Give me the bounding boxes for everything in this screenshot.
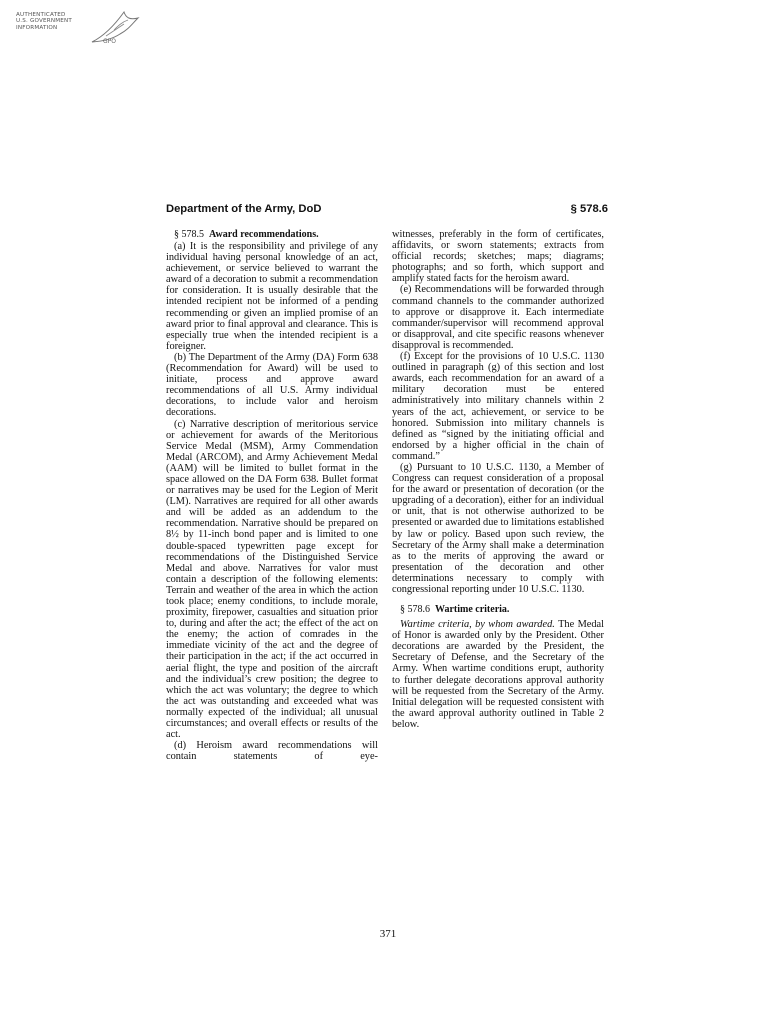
paragraph-b: (b) The Department of the Army (DA) Form 638 (Recommendation for Award) will be used to initiate, process and approve award recommendations of all U.S. Army individual decorations, to include valor and heroism decorations. xyxy=(166,351,378,419)
section-symbol: § 578.5 xyxy=(174,229,204,240)
section-title: Award recommendations. xyxy=(209,229,319,240)
page-number: 371 xyxy=(379,928,397,940)
right-column xyxy=(392,229,604,730)
gpo-stamp-line: U.S. GOVERNMENT xyxy=(16,18,73,25)
gpo-stamp-line: INFORMATION xyxy=(16,24,58,31)
gpo-authentication-stamp xyxy=(8,4,148,64)
paragraph-f: (f) Except for the provisions of 10 U.S.C. 1130 outlined in paragraph (g) of this section and lost awards, each recommendation for an award of a military decoration must be entered administratively into military channels within 2 years of the act, achievement, or service to be honored. Submission into military channels is defined as “signed by the initiating official and endorsed by a higher official in the chain of command.” xyxy=(392,351,604,462)
paragraph-a: (a) It is the responsibility and privilege of any individual having personal knowledge of an act, achievement, or service believed to warrant the award of a decoration to submit a recommendation for consideration. It is usually desirable that the intended recipient not be informed of a pending recommending or given an implied promise of an award prior to final approval and clearance. This is especially true when the intended recipient is a foreigner. xyxy=(166,241,378,352)
gpo-mark: GPO xyxy=(103,38,116,45)
paragraph-d-continued: witnesses, preferably in the form of certificates, affidavits, or sworn statements; extracts from official records; sketches; maps; diagrams; photographs; and so forth, which support and amplify stated facts for the heroism award. xyxy=(392,229,604,285)
section-heading-578-6 xyxy=(392,604,604,616)
gpo-stamp-text xyxy=(16,12,72,31)
section-heading-578-5 xyxy=(166,229,378,241)
running-head xyxy=(166,203,608,219)
paragraph-g: (g) Pursuant to 10 U.S.C. 1130, a Member of Congress can request consideration of a proposal for the award or presentation of decoration (or the upgrading of a decoration), either for an individual or unit, that is not otherwise authorized to be presented or awarded due to limitations established by law or policy. Based upon such review, the Secretary of the Army shall make a determination as to the merits of approving the award or presentation of the decoration and other determinations necessary to comply with congressional reporting under 10 U.S.C. 1130. xyxy=(392,461,604,595)
left-column xyxy=(166,229,378,762)
running-head-agency: Department of the Army, DoD xyxy=(166,203,322,215)
paragraph-lead-italic: Wartime criteria, by whom awarded. xyxy=(400,619,555,631)
gpo-stamp-line: AUTHENTICATED xyxy=(16,12,66,18)
paragraph-wartime-criteria xyxy=(392,619,604,730)
paragraph-d: (d) Heroism award recommendations will contain statements of eye- xyxy=(166,740,378,763)
paragraph-e: (e) Recommendations will be forwarded through command channels to the commander authorized to approve or disapprove it. Each intermediate commander/supervisor will recommend approval or disapproval, and cite specific reasons whenever disapproval is recommended. xyxy=(392,284,604,351)
paragraph-body: The Medal of Honor is awarded only by the President. Other decorations are awarded by the President, the Secretary of Defense, and the Secretary of the Army. When wartime conditions erupt, authority to further delegate decorations approval authority will be requested from the Secretary of the Army. Initial delegation will be requested consistent with the award approval authority outlined in Table 2 below. xyxy=(392,619,604,730)
section-symbol: § 578.6 xyxy=(400,604,430,616)
paragraph-c: (c) Narrative description of meritorious service or achievement for awards of the Meritorious Service Medal (MSM), Army Commendation Medal (ARCOM), and Army Achievement Medal (AAM) will be limited to bullet format in the space allowed on the DA Form 638. Bullet format or narratives may be used for the Legion of Merit (LM). Narratives are required for all other awards and will be added as an addendum to the recommendation. Narrative should be prepared on 8½ by 11-inch bond paper and is limited to one double-spaced typewritten page except for recommendations of the Distinguished Service Medal and above. Narratives for valor must contain a description of the following elements: Terrain and weather of the area in which the action took place; enemy conditions, to include morale, proximity, firepower, casualties and situation prior to, during and after the act; the effect of the act on the enemy; the action of comrades in the immediate vicinity of the act and the degree of their participation in the act; if the act occurred in aerial flight, the type and position of the aircraft and the individual’s crew position; the degree to which the act was voluntary; the degree to which the act was outstanding and exceeded what was normally expected of the individual; all unusual circumstances; and overall effects or results of the act. xyxy=(166,418,378,741)
running-head-section: § 578.6 xyxy=(570,203,608,215)
section-title: Wartime criteria. xyxy=(435,604,510,616)
